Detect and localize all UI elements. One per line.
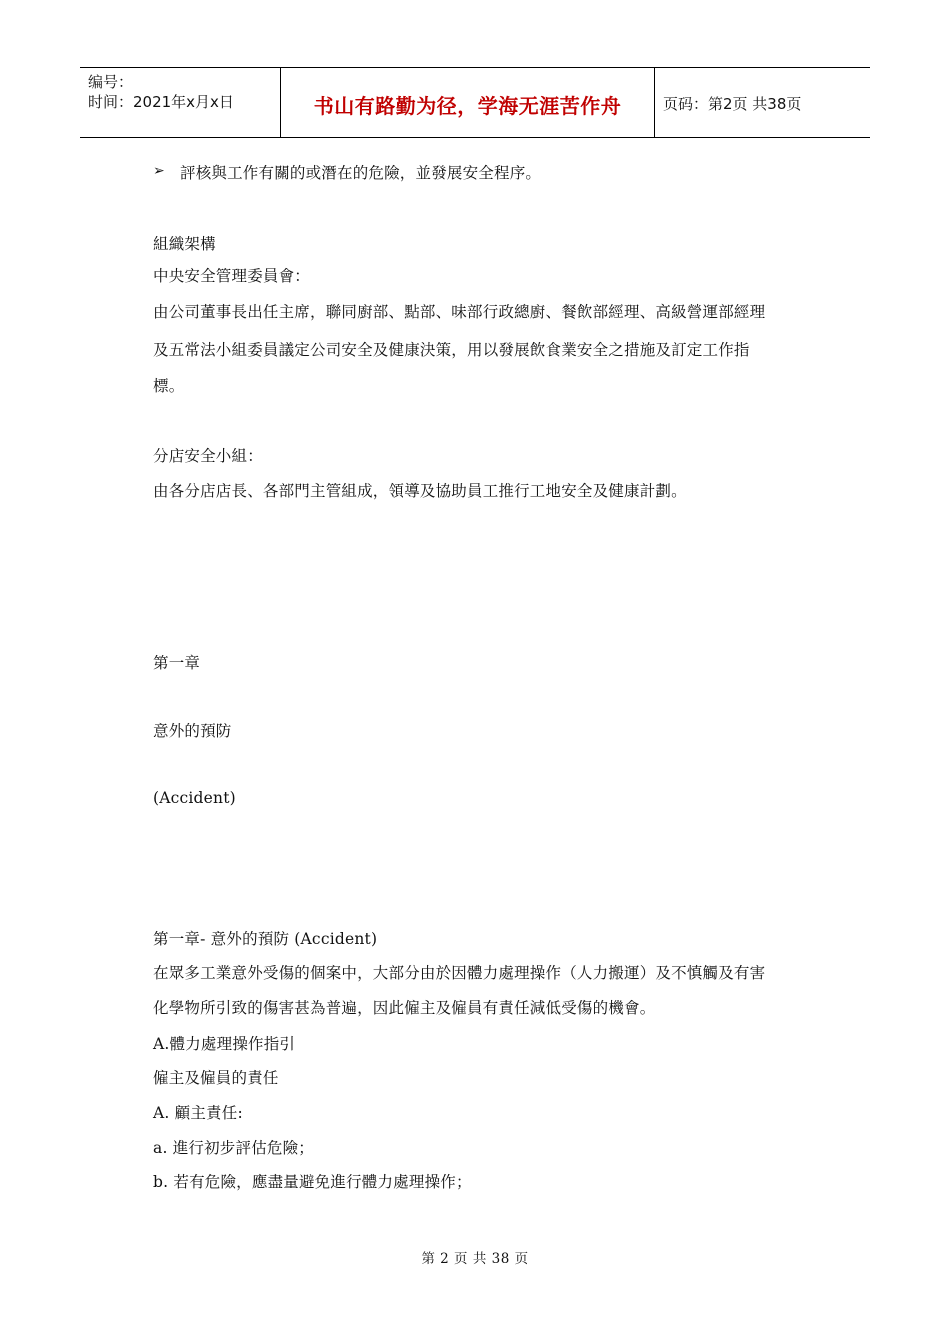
bullet-arrow-icon: ➢: [153, 163, 165, 179]
subheading-central-committee: 中央安全管理委員會：: [153, 267, 311, 285]
bullet-text: 評核與工作有關的或潛在的危險，並發展安全程序。: [180, 164, 542, 182]
section-heading-org: 組織架構: [153, 235, 216, 253]
list-item: b. 若有危險，應盡量避免進行體力處理操作；: [153, 1173, 472, 1191]
chapter-label: 第一章: [153, 654, 201, 672]
page-footer: 第 2 页 共 38 页: [421, 1251, 529, 1267]
chapter-title: 意外的預防: [153, 722, 232, 740]
header-page-cell: [654, 68, 870, 137]
paragraph-line: 由各分店店長、各部門主管組成，領導及協助員工推行工地安全及健康計劃。: [153, 482, 687, 500]
subheading-branch-team: 分店安全小組：: [153, 447, 263, 465]
paragraph-line: 標。: [153, 377, 185, 395]
paragraph-line: 在眾多工業意外受傷的個案中，大部分由於因體力處理操作（人力搬運）及不慎觸及有害: [153, 964, 766, 982]
list-item: a. 進行初步評估危險；: [153, 1139, 314, 1157]
document-number-label: 编号：: [88, 73, 134, 91]
header-motto: 书山有路勤为径，学海无涯苦作舟: [313, 94, 622, 118]
section-heading-manual-handling: A.體力處理操作指引: [153, 1035, 296, 1053]
chapter-heading: 第一章- 意外的預防 (Accident): [153, 930, 378, 948]
paragraph-line: 由公司董事長出任主席，聯同廚部、點部、味部行政總廚、餐飲部經理、高級營運部經理: [153, 303, 766, 321]
subheading-responsibilities: 僱主及僱員的責任: [153, 1069, 279, 1087]
list-item: A. 顧主責任:: [153, 1104, 243, 1122]
paragraph-line: 化學物所引致的傷害甚為普遍，因此僱主及僱員有責任減低受傷的機會。: [153, 999, 656, 1017]
header-meta-cell: [80, 68, 280, 137]
header-motto-cell: [280, 68, 655, 137]
document-date-label: 时间：2021年x月x日: [88, 93, 234, 111]
chapter-subtitle: (Accident): [153, 789, 236, 807]
paragraph-line: 及五常法小組委員議定公司安全及健康決策，用以發展飲食業安全之措施及訂定工作指: [153, 341, 750, 359]
page-header: [80, 67, 870, 138]
header-page-number: 页码：第2页 共38页: [663, 95, 802, 113]
